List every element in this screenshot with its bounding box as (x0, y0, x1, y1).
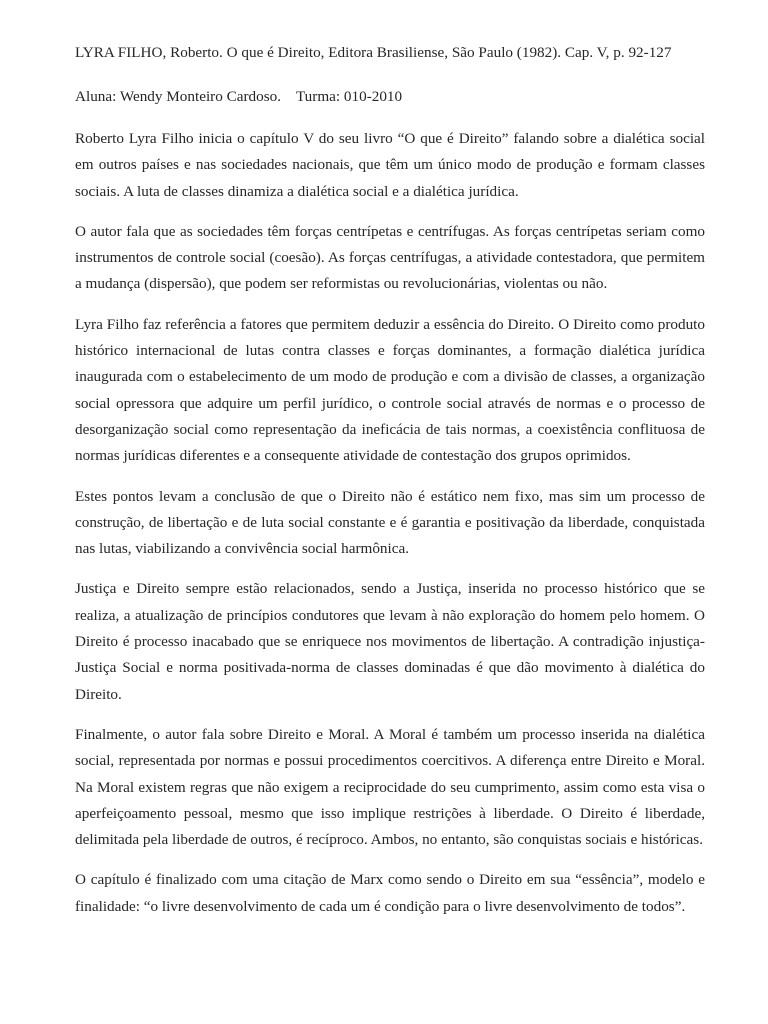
paragraph-justice: Justiça e Direito sempre estão relacionados, sendo a Justiça, inserida no processo histórico que se realiza, a atualização de princípios condutores que levam à não exploração do homem pelo homem. O Direito é processo inacabado que se enriquece nos movimentos de libertação. A contradição injustiça-Justiça Social e norma positivada-norma de classes dominadas é que dão movimento à dialética do Direito. (75, 580, 705, 703)
paragraph-intro: Roberto Lyra Filho inicia o capítulo V do seu livro “O que é Direito” falando sobre a dialética social em outros países e nas sociedades nacionais, que têm um único modo de produção e formam classes sociais. A luta de classes dinamiza a dialética social e a dialética jurídica. (75, 130, 705, 200)
bibliographic-reference: LYRA FILHO, Roberto. O que é Direito, Editora Brasiliense, São Paulo (1982). Cap. V, p. 92-127 (75, 44, 672, 61)
paragraph-marx-quote: O capítulo é finalizado com uma citação de Marx como sendo o Direito em sua “essência”, modelo e finalidade: “o livre desenvolvimento de cada um é condição para o livre desenvolvimento de todos”. (75, 871, 705, 915)
paragraph-essence-factors: Lyra Filho faz referência a fatores que permitem deduzir a essência do Direito. O Direito como produto histórico internacional de lutas contra classes e forças dominantes, a formação dialética jurídica inaugurada com o estabelecimento de um modo de produção e com a divisão de classes, a organização social opressora que adquire um perfil jurídico, o controle social através de normas e o processo de desorganização social como representação da ineficácia de tais normas, a coexistência conflituosa de normas jurídicas diferentes e a consequente atividade de contestação dos grupos oprimidos. (75, 315, 705, 465)
paragraph-conclusion: Estes pontos levam a conclusão de que o Direito não é estático nem fixo, mas sim um processo de construção, de libertação e de luta social constante e é garantia e positivação da liberdade, conquistada nas lutas, viabilizando a convivência social harmônica. (75, 487, 705, 558)
paragraph-moral: Finalmente, o autor fala sobre Direito e Moral. A Moral é também um processo inserida na dialética social, representada por normas e possui procedimentos coercitivos. A diferença entre Direito e Moral. Na Moral existem regras que não exigem a reciprocidade do seu cumprimento, assim como esta visa o aperfeiçoamento pessoal, mesmo que isso implique restrições à liberdade. O Direito é liberdade, delimitada pela liberdade de outros, é recíproco. Ambos, no entanto, são conquistas sociais e históricas. (75, 725, 705, 849)
paragraph-forces: O autor fala que as sociedades têm forças centrípetas e centrífugas. As forças centrípetas seriam como instrumentos de controle social (coesão). As forças centrífugas, a atividade contestadora, que permitem a mudança (dispersão), que podem ser reformistas ou revolucionárias, violentas ou não. (75, 222, 705, 293)
student-info-line: Aluna: Wendy Monteiro Cardoso. Turma: 010-2010 (75, 88, 403, 105)
document-page (75, 39, 705, 934)
